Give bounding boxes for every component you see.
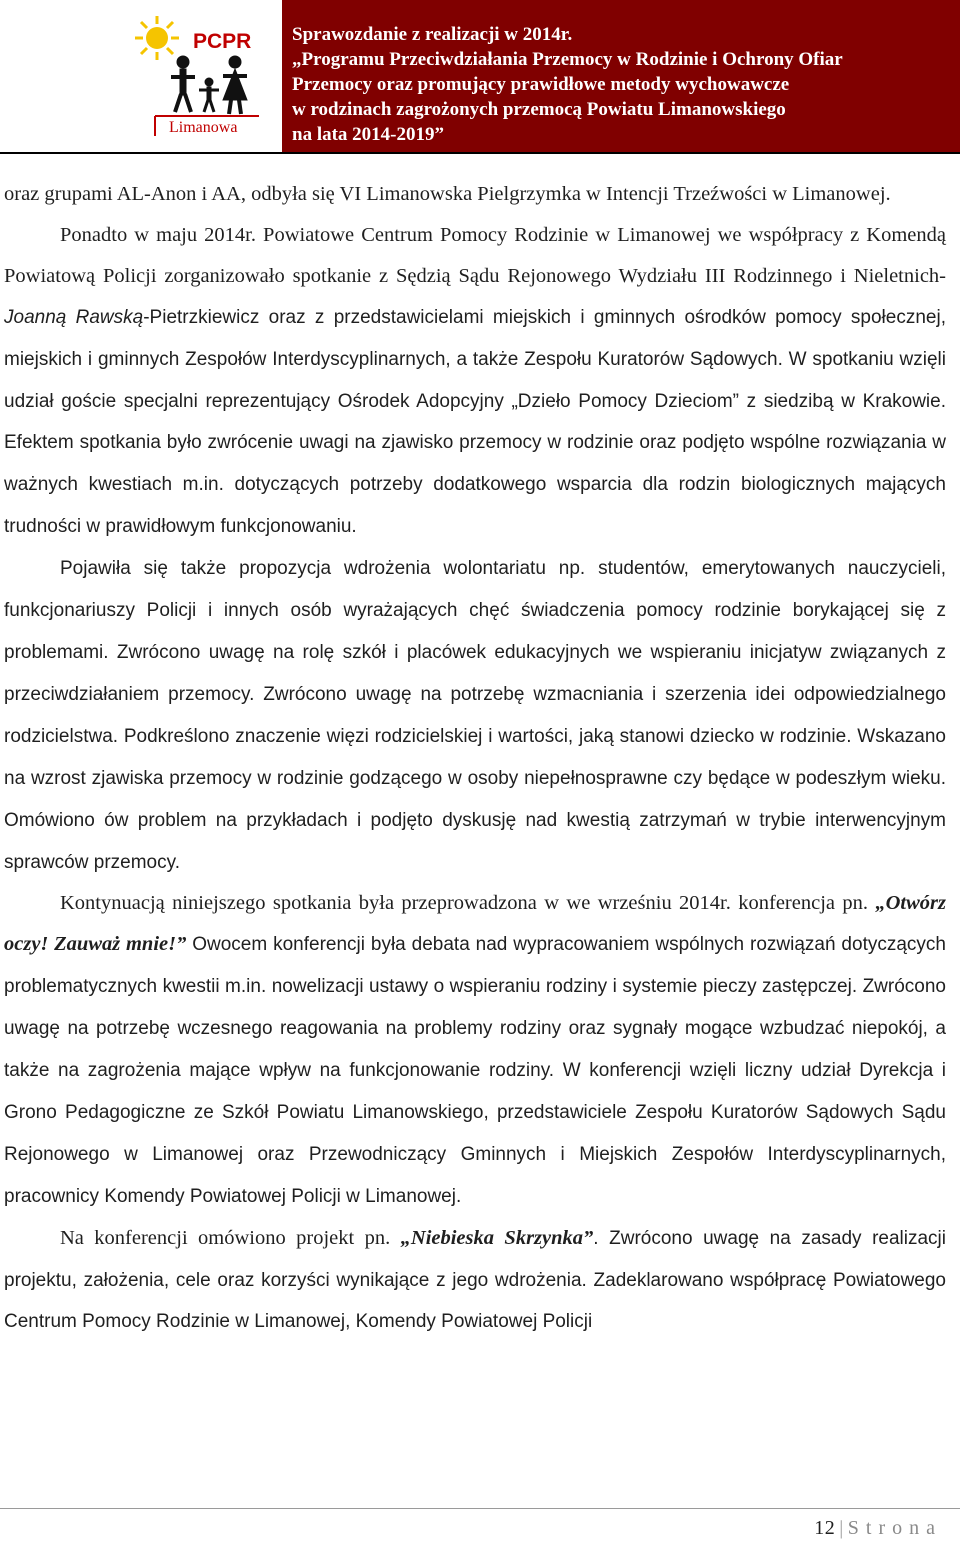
report-body: [4, 174, 946, 1343]
pcpr-logo: [135, 12, 263, 138]
footer-separator: |: [839, 1517, 844, 1539]
logo-subtext: Limanowa: [169, 119, 238, 136]
paragraph-text: oraz grupami AL-Anon i AA, odbyła się VI Limanowska Pielgrzymka w Intencji Trzeźwości w Limanowej.: [4, 183, 891, 205]
conference-title: „Otwórz oczy! Zauważ mnie!”: [4, 892, 946, 956]
paragraph: [4, 883, 946, 1217]
page-number: 12: [814, 1517, 836, 1539]
family-figures-icon: [171, 56, 247, 114]
header-title-line: na lata 2014-2019”: [292, 124, 444, 145]
header-title-line: w rodzinach zagrożonych przemocą Powiatu Limanowskiego: [292, 99, 786, 120]
header-title-line: „Programu Przeciwdziałania Przemocy w Rodzinie i Ochrony Ofiar: [292, 49, 843, 70]
paragraph: [4, 174, 946, 215]
logo-text: PCPR: [193, 30, 252, 53]
paragraph: [4, 215, 946, 548]
paragraph-text: -Pietrzkiewicz oraz z przedstawicielami miejskich i gminnych ośrodków pomocy społecznej, miejskich i gminnych Zespołów Interdyscyplinarnych, a także Zespołu Kuratorów Sądowych. W spotkaniu wzięli udział goście specjalni reprezentujący Ośrodek Adopcyjny „Dzieło Pomocy Dzieciom” z siedzibą w Krakowie. Efektem spotkania było zwrócenie uwagi na zjawisko przemocy w rodzinie oraz podjęto wspólne rozwiązania w ważnych kwestiach m.in. dotyczących potrzeby dodatkowego wsparcia dla rodzin biologicznych mających trudności w prawidłowym funkcjonowaniu.: [4, 306, 946, 538]
page-footer: [814, 1517, 942, 1540]
paragraph-text: Ponadto w maju 2014r. Powiatowe Centrum Pomocy Rodzinie w Limanowej we współpracy z Komendą Powiatową Policji zorganizowało spotkanie z Sędzią Sądu Rejonowego Wydziału III Rodzinnego i Nieletnich-: [4, 223, 946, 287]
header-divider: [0, 152, 960, 154]
header-title-line: Przemocy oraz promujący prawidłowe metody wychowawcze: [292, 74, 790, 95]
paragraph-text: Pojawiła się także propozycja wdrożenia wolontariatu np. studentów, emerytowanych nauczycieli, funkcjonariuszy Policji i innych osób wyrażających chęć świadczenia pomocy rodzinie borykającej się z problemami. Zwrócono uwagę na rolę szkół i placówek edukacyjnych we wspieraniu inicjatyw związanych z przeciwdziałaniem przemocy. Zwrócono uwagę na potrzebę wzmacniania i szerzenia idei odpowiedzialnego rodzicielstwa. Podkreślono znaczenie więzi rodzicielskiej i wartości, jaką stanowi dziecko w rodzinie. Wskazano na wzrost zjawiska przemocy w rodzinie godzącego w osoby niepełnosprawne czy będące w podeszłym wieku. Omówiono ów problem na przykładach i podjęto dyskusję nad kwestią zatrzymań w trybie interwencyjnym sprawców przemocy.: [4, 558, 946, 873]
person-name: Joanną Rawską: [4, 306, 144, 328]
project-title: „Niebieska Skrzynka”: [400, 1226, 594, 1249]
header-title: [292, 22, 952, 147]
paragraph-text: Owocem konferencji była debata nad wypracowaniem wspólnych rozwiązań dotyczących problematycznych kwestii m.in. nowelizacji ustawy o wspieraniu rodziny i systemie pieczy zastępczej. Zwrócono uwagę na potrzebę wczesnego reagowania na problemy rodziny oraz sygnały mogące wzbudzać niepokój, a także na zagrożenia mające wpływ na funkcjonowanie rodziny. W konferencji wzięli liczny udział Dyrekcja i Grono Pedagogiczne ze Szkół Powiatu Limanowskiego, przedstawiciele Zespołu Kuratorów Sądowych Sądu Rejonowego w Limanowej oraz Przewodniczący Gminnych i Miejskich Zespołów Interdyscyplinarnych, pracownicy Komendy Powiatowej Policji w Limanowej.: [4, 934, 946, 1207]
paragraph-text: . Zwrócono uwagę na zasady realizacji projektu, założenia, cele oraz korzyści wynikające z jego wdrożenia. Zadeklarowano współpracę Powiatowego Centrum Pomocy Rodzinie w Limanowej, Komendy Powiatowej Policji: [4, 1227, 946, 1333]
paragraph: [4, 1218, 946, 1344]
paragraph: [4, 548, 946, 883]
paragraph-text: Kontynuacją niniejszego spotkania była przeprowadzona w we wrześniu 2014r. konferencja pn.: [60, 892, 876, 915]
page-header: [0, 0, 960, 152]
footer-divider: [0, 1508, 960, 1509]
paragraph-text: Na konferencji omówiono projekt pn.: [60, 1226, 401, 1249]
page-label: Strona: [847, 1517, 942, 1539]
header-title-line: Sprawozdanie z realizacji w 2014r.: [292, 24, 573, 45]
